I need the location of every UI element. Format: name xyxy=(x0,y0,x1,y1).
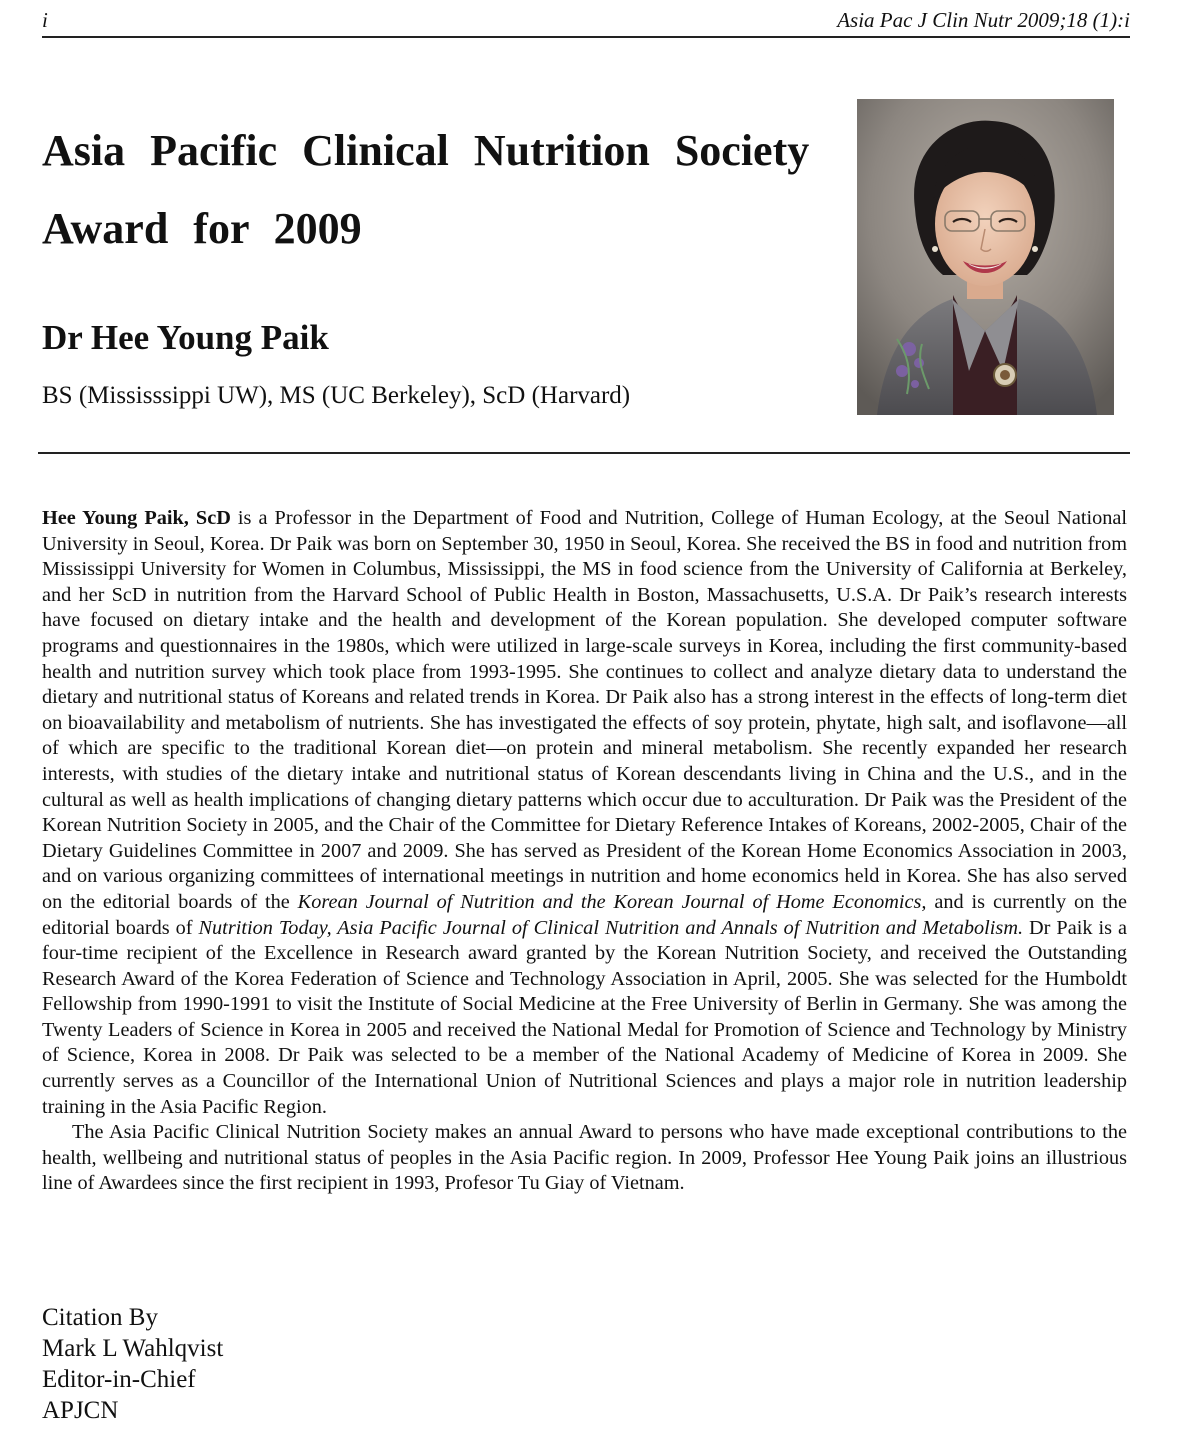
page-number: i xyxy=(42,8,48,32)
citation-journal: APJCN xyxy=(42,1397,119,1424)
awardee-name: Dr Hee Young Paik xyxy=(42,318,329,357)
biography-paragraph xyxy=(42,506,1127,1120)
biography-text-part: and is currently on the editorial boards of xyxy=(42,890,1127,939)
biography-lead: Hee Young Paik, ScD xyxy=(42,507,231,529)
awardee-degrees: BS (Mississsippi UW), MS (UC Berkeley), ScD (Harvard) xyxy=(42,382,631,409)
portrait-photo xyxy=(857,99,1114,415)
title-line-2: Award for 2009 xyxy=(42,204,362,253)
biography-text-part: is a Professor in the Department of Food and Nutrition, College of Human Ecology, at the Seoul National University in Seoul, Korea. Dr Paik was born on September 30, 1950 in Seoul, Korea. She received the BS in food and nutrition from Mississippi University for Women in Columbus, Mississippi, the MS in food science from the University of California at Berkeley, and her ScD in nutrition from the Harvard School of Public Health in Boston, Massachusetts, U.S.A. Dr Paik’s research interests have focused on dietary intake and the health and development of the Korean population. She developed computer software programs and questionnaires in the 1980s, which were utilized in large-scale surveys in Korea, including the first community-based health and nutrition survey which took place from 1993-1995. She continues to collect and analyze dietary data to understand the dietary and nutritional status of Koreans and related trends in Korea. Dr Paik also has a strong interest in the effects of long-term diet on bioavailability and metabolism of nutrients. She has investigated the effects of soy protein, phytate, high salt, and isoflavone—all of which are specific to the traditional Korean diet—on protein and mineral metabolism. She recently expanded her research interests, with studies of the dietary intake and nutritional status of Korean descendants living in China and the U.S., and in the cultural as well as health implications of changing dietary patterns which occur due to acculturation. Dr Paik was the President of the Korean Nutrition Society in 2005, and the Chair of the Committee for Dietary Reference Intakes of Koreans, 2002-2005, Chair of the Dietary Guidelines Committee in 2007 and 2009. She has served as President of the Korean Home Economics Association in 2003, and on various organizing committees of international meetings in nutrition and home economics held in Korea. She has also served on the editorial boards of the xyxy=(42,507,1128,913)
biography-text xyxy=(42,506,1127,1197)
page-title xyxy=(42,112,822,268)
header-divider xyxy=(38,452,1130,454)
title-line-1: Asia Pacific Clinical Nutrition Society xyxy=(42,126,810,175)
running-head xyxy=(42,6,1130,38)
award-paragraph: The Asia Pacific Clinical Nutrition Society makes an annual Award to persons who have made exceptional contributions to the health, wellbeing and nutritional status of peoples in the Asia Pacific region. In 2009, Professor Hee Young Paik joins an illustrious line of Awardees since the first recipient in 1993, Profesor Tu Giay of Vietnam. xyxy=(42,1121,1127,1195)
journal-names-italic: Nutrition Today, Asia Pacific Journal of Clinical Nutrition and Annals of Nutrition and Metabolism. xyxy=(198,916,1024,939)
journal-citation: Asia Pac J Clin Nutr 2009;18 (1):i xyxy=(837,8,1130,32)
journal-names-italic: Korean Journal of Nutrition and the Korean Journal of Home Economics, xyxy=(297,890,927,913)
citation-line: Citation By xyxy=(42,1304,158,1331)
citation-block xyxy=(42,1302,223,1426)
citation-author: Mark L Wahlqvist xyxy=(42,1335,224,1362)
citation-role: Editor-in-Chief xyxy=(42,1366,196,1393)
biography-text-part: Dr Paik is a four-time recipient of the Excellence in Research award granted by the Korean Nutrition Society, and received the Outstanding Research Award of the Korea Federation of Science and Technology Association in April, 2005. She was selected for the Humboldt Fellowship from 1990-1991 to visit the Institute of Social Medicine at the Free University of Berlin in Germany. She was among the Twenty Leaders of Science in Korea in 2005 and received the National Medal for Promotion of Science and Technology by Ministry of Science, Korea in 2008. Dr Paik was selected to be a member of the National Academy of Medicine of Korea in 2009. She currently serves as a Councillor of the International Union of Nutritional Sciences and plays a major role in nutrition leadership training in the Asia Pacific Region. xyxy=(42,916,1127,1118)
